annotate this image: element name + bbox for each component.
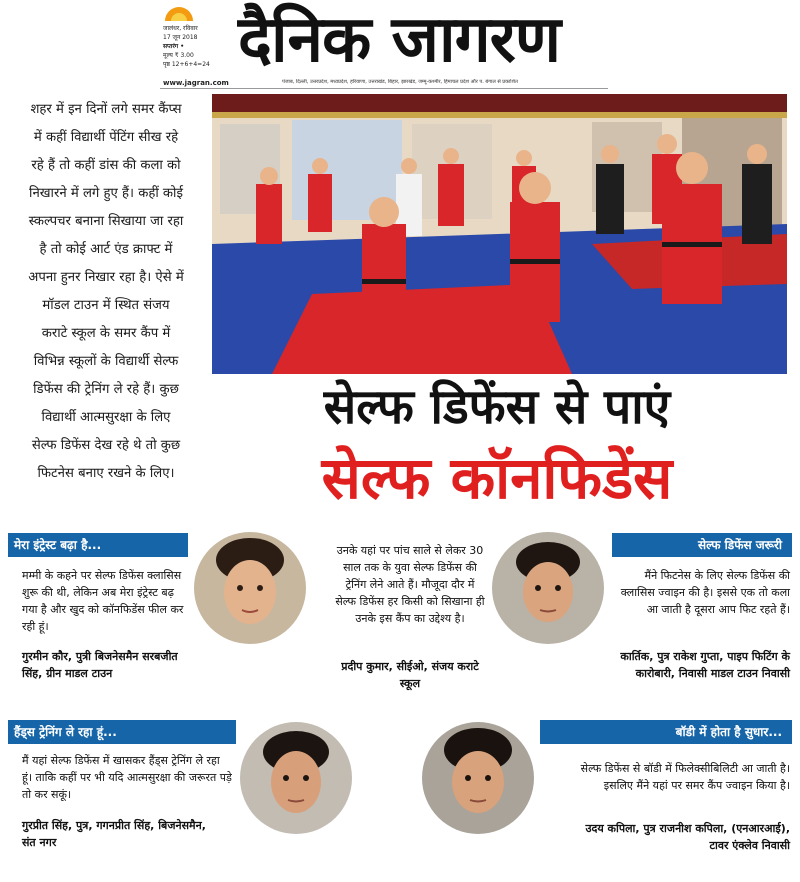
quote-3-name: गुरप्रीत सिंह, पुत्र, गगनप्रीत सिंह, बिजनेसमैन, संत नगर [22, 819, 206, 849]
quote-4-heading: बॉडी में होता है सुधार... [675, 725, 782, 739]
newspaper-title: दैनिक जागरण [238, 3, 561, 77]
quote-2-heading: सेल्फ डिफेंस जरूरी [697, 538, 782, 552]
quote-2-text: मैंने फिटनेस के लिए सेल्फ डिफेंस की क्लासिस ज्वाइन की है। इससे एक तो कला आ जाती है दूसरा आप फिट रहते हैं। [620, 569, 790, 616]
publication-cities: पंजाब, दिल्ली, उत्तरप्रदेश, मध्यप्रदेश, हरियाणा, उत्तराखंड, बिहार, झारखंड, जम्मू-कश्मीर, हिमाचल प्रदेश और प. बंगाल से प्रकाशित [282, 79, 518, 85]
quote-4-text: सेल्फ डिफेंस से बॉडी में फिलेक्सीबिलिटी आ जाती है। इसलिए मैंने यहां पर समर कैंप ज्वाइन किया है। [580, 762, 790, 792]
masthead-divider [160, 88, 608, 89]
quote-1-heading: मेरा इंट्रेस्ट बढ़ा है... [14, 538, 102, 552]
quote-1-bar [8, 533, 188, 557]
quote-2-name: कार्तिक, पुत्र राकेश गुप्ता, पाइप फिटिंग के कारोबारी, निवासी माडल टाउन निवासी [620, 650, 790, 680]
quote-3-bar [8, 720, 258, 744]
quote-1-name: गुरमीन कौर, पुत्री बिजनेसमैन सरबजीत सिंह, ग्रीन माडल टाउन [22, 650, 178, 680]
quote-4-name: उदय कपिला, पुत्र राजनीश कपिला, (एनआरआई), टावर एंक्लेव निवासी [585, 822, 790, 852]
website-url[interactable]: www.jagran.com [163, 79, 229, 87]
headline-line-1: सेल्फ डिफेंस से पाएं [323, 379, 671, 435]
portrait-kartik [488, 530, 608, 646]
center-quote-text: उनके यहां पर पांच साले से लेकर 30 साल तक के युवा सेल्फ डिफेंस की ट्रेनिंग लेने आते हैं। मौजूदा दौर में सेल्फ डिफेंस हर किसी को सिखाना ही उनके इस कैंप का उद्देश्य है। [335, 544, 485, 625]
portrait-gurmeen [190, 530, 310, 646]
sun-logo-icon [163, 5, 195, 21]
quote-1-text: मम्मी के कहने पर सेल्फ डिफेंस क्लासिस शुरू की थी, लेकिन अब मेरा इंट्रेस्ट बढ़ गया है और खुद को कॉनफिडेंस फील कर रही हूं। [22, 569, 184, 633]
portrait-gurpreet [236, 720, 356, 836]
karate-class-photo [212, 94, 787, 374]
quote-4-bar [540, 720, 792, 744]
quote-2-bar [612, 533, 792, 557]
center-quote-name: प्रदीप कुमार, सीईओ, संजय कराटे स्कूल [341, 660, 479, 690]
headline-line-2: सेल्फ कॉनफिडेंस [321, 444, 673, 512]
masthead [0, 0, 800, 92]
portrait-uday [418, 720, 538, 836]
quote-3-heading: हैंड्स ट्रेनिंग ले रहा हूं... [14, 725, 117, 739]
quote-3-text: मैं यहां सेल्फ डिफेंस में खासकर हैंड्स ट्रेनिंग ले रहा हूं। ताकि कहीं पर भी यदि आत्मसुरक्षा की जरूरत पड़े तो कर सकूं। [22, 754, 232, 801]
edition-info: जालंधर, रविवार 17 जून 2018 सप्तरंग • मूल्य ₹ 3.00 पृष्ठ 12+6+4=24 [163, 25, 210, 68]
intro-paragraph: शहर में इन दिनों लगे समर कैंप्स में कहीं विद्यार्थी पेंटिंग सीख रहे रहे हैं तो कहीं डांस की कला को निखारने में लगे हुए हैं। कहीं कोई स्कल्पचर बनाना सिखाया जा रहा है तो कोई आर्ट एंड क्राफ्ट में अपना हुनर निखार रहा है। ऐसे में मॉडल टाउन में स्थित संजय कराटे स्कूल के समर कैंप में विभिन्न स्कूलों के विद्यार्थी सेल्फ डिफेंस की ट्रेनिंग ले रहे हैं। कुछ विद्यार्थी आत्मसुरक्षा के लिए सेल्फ डिफेंस देख रहे थे तो कुछ फिटनेस बनाए रखने के लिए। [28, 102, 184, 481]
